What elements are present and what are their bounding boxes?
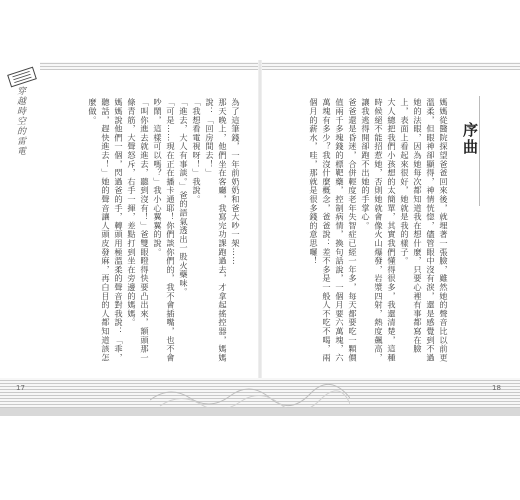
chapter-title: 序曲 [461, 122, 479, 156]
left-page-body [52, 98, 242, 366]
paragraph: 為了這筆錢，一年前奶奶和爸大吵一架…… [231, 98, 241, 266]
running-head: 穿越時空的雷電 [15, 86, 25, 156]
paragraph: 「叫你進去就進去，聽到沒有！」爸雙眼瞪得快要凸出來，額頭那一條青筋，大聲怒斥，右手一揮，差點打到坐在旁邊的媽媽。 [127, 98, 150, 362]
paragraph: 媽媽從醫院探望爸爸回來後，就埋著一張臉，雖然她的聲音比以前更溫柔，但眼神卻顯得，神情恍惚，儘管眼中沒有淚，還是感覺到不過她的法眼，因為她每次都知道我在想什麼，只要心裡有事都寫在臉上，表面上看起來很好，她就是我的樣子。 [400, 98, 449, 362]
page-number-left: 17 [16, 384, 25, 392]
page-gutter [258, 60, 262, 400]
paragraph: 媽媽說他們一個，閃過爸的手，轉頭用極溫柔的聲音對我說：「乖，聽話，趕快進去！」她的聲音讓人頭皮發麻，再白目的人都知道該怎麼做。 [88, 98, 124, 362]
paragraph: 大人總把我們小孩想的太簡單，其實我們懂得很多，我還清楚，這種時候絕不能招惹她，否則她就會像火山爆發，岩漿四射，熱度飆高，讓我逃得開卻跑不出她的手掌心。 [361, 98, 397, 362]
page-number-right: 18 [492, 384, 501, 392]
top-decorative-band [40, 62, 520, 70]
paragraph: 那天晚上，他們坐在客廳，我寫完功課跑過去，才拿起搖控器，媽媽說：「回房間去！」 [205, 98, 228, 362]
paragraph: 「我想看電視呀！」我說。 [192, 98, 202, 204]
doodle-pattern-icon [150, 380, 350, 408]
right-page-body [290, 98, 450, 366]
paragraph: 爸爸還是昏迷，合併輕度老年失智症已經一年多，每天都要吃一顆價值兩千多塊錢的標靶藥，控制病情，換句話說，一個月要六萬塊，六萬塊有多少？我沒什麼概念，爸爸說：差不多是一般人不吃不喝，兩個月的薪水，哇，那就是很多錢的意思囉！ [309, 98, 358, 362]
bottom-strip [0, 408, 520, 416]
paragraph: 「可是……現在正在播卡通耶！你們談你們的，我不會插嘴，也不會吵鬧，這樣可以嗎？」我小心翼翼的說。 [153, 98, 176, 362]
paragraph: 「進去，大人有事談。」爸的語氣透出一股火藥味。 [179, 98, 189, 297]
